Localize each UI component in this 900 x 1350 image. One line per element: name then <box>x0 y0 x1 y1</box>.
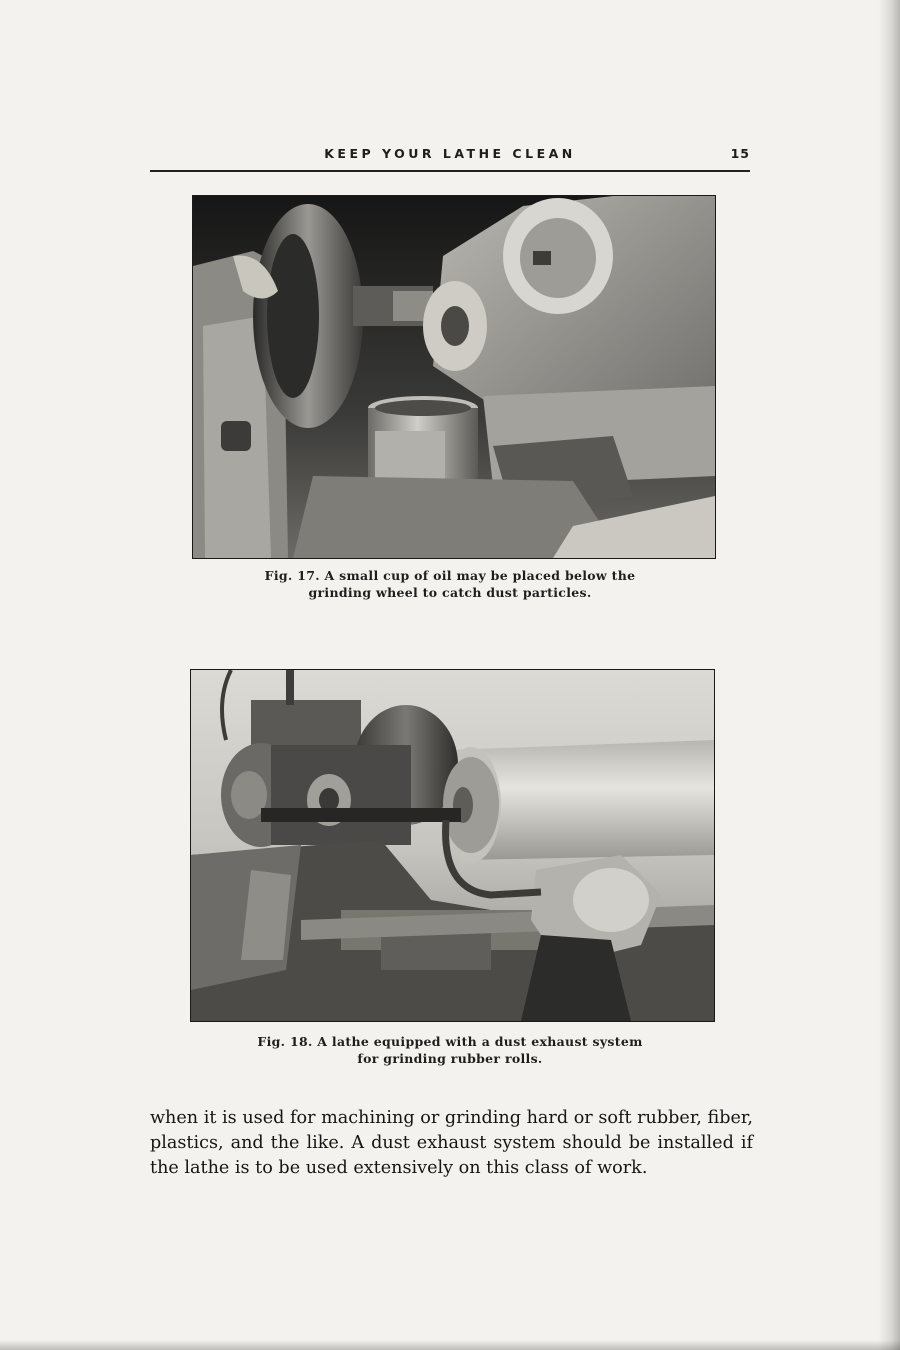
figure-18-photo <box>190 669 715 1022</box>
figure-17-photo <box>192 195 716 559</box>
page-edge-shadow <box>878 0 900 1350</box>
figure-17-caption-line-2: grinding wheel to catch dust particles. <box>308 585 592 600</box>
figure-18-caption-line-1: Fig. 18. A lathe equipped with a dust exhaust system <box>257 1034 643 1049</box>
running-title: KEEP YOUR LATHE CLEAN <box>324 146 576 161</box>
figure-18-caption <box>150 1033 750 1067</box>
page-number: 15 <box>730 146 750 161</box>
running-header <box>150 146 750 172</box>
figure-17-caption <box>150 567 750 601</box>
figure-17-caption-line-1: Fig. 17. A small cup of oil may be placed below the <box>264 568 636 583</box>
body-paragraph: when it is used for machining or grinding hard or soft rubber, fiber, plastics, and the like. A dust exhaust system should be installed if the lathe is to be used extensively on this class of work. <box>150 1108 753 1178</box>
figure-18-caption-line-2: for grinding rubber rolls. <box>357 1051 543 1066</box>
page-bottom-shadow <box>0 1340 900 1350</box>
